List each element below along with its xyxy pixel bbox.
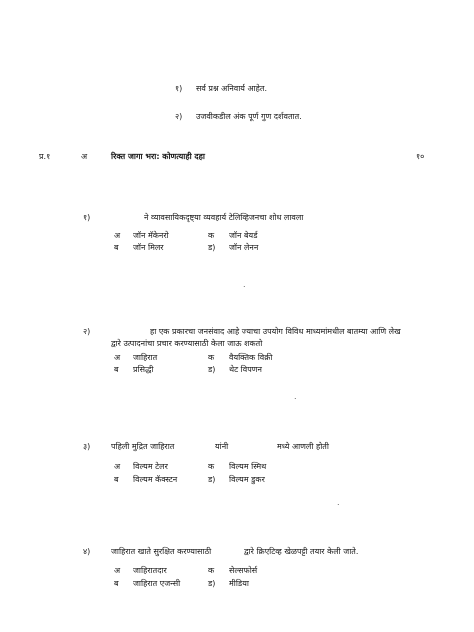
stray-mark: . [294, 392, 297, 401]
instruction-1-number: १) [175, 84, 183, 93]
question-4-text-part-1: जाहिरात खाते सुरक्षित करण्यासाठी [111, 547, 212, 556]
question-1-option-b-letter: ब [114, 243, 119, 252]
question-1-option-a-text: जॉन मॅकेनरो [133, 231, 169, 240]
question-2-text-line-2: द्वारे उत्पादनांचा प्रचार करण्यासाठी केला जाऊ शकतो [111, 339, 263, 348]
section-sub-label: अ [81, 152, 88, 161]
instruction-1-text: सर्व प्रश्न अनिवार्य आहेत. [196, 84, 268, 93]
question-3-option-c-letter: क [208, 462, 215, 471]
section-marks: १० [416, 152, 425, 161]
question-2-option-a-letter: अ [114, 353, 121, 362]
question-4-option-b-text: जाहिरात एजन्सी [133, 579, 181, 588]
stray-mark: . [243, 280, 246, 289]
question-1-option-d-letter: ड) [208, 243, 216, 252]
question-3-option-a-letter: अ [114, 462, 121, 471]
question-3-option-d-text: विल्यम डुकर [229, 475, 265, 484]
question-1-option-a-letter: अ [114, 231, 121, 240]
question-2-option-c-letter: क [208, 353, 215, 362]
question-3-number: ३) [83, 442, 91, 451]
section-title: रिक्त जागा भरा: कोणत्याही दहा [111, 152, 206, 161]
question-3-text-part-1: पहिली मुद्रित जाहिरात [111, 442, 175, 451]
instruction-2-number: २) [175, 112, 183, 121]
question-3-option-b-text: विल्यम कॅक्स्टन [133, 475, 178, 484]
question-3-text-part-3: मध्ये आणली होती [277, 442, 329, 451]
question-4-option-a-letter: अ [114, 566, 121, 575]
question-4-number: ४) [83, 547, 91, 556]
question-3-option-c-text: विल्यम स्मिथ [229, 462, 267, 471]
question-1-option-b-text: जॉन मिलर [133, 243, 164, 252]
question-2-option-a-text: जाहिरात [133, 353, 158, 362]
question-2-text-line-1: हा एक प्रकारचा जनसंवाद आहे ज्याचा उपयोग विविध माध्यमांमधील बातम्या आणि लेख [150, 327, 401, 336]
question-1-number: १) [83, 213, 91, 222]
question-3-option-a-text: विल्यम टेलर [133, 462, 168, 471]
question-2-option-b-letter: ब [114, 365, 119, 374]
question-4-option-c-text: सेल्सफोर्स [229, 566, 258, 575]
section-label: प्र.१ [39, 152, 51, 161]
question-2-option-c-text: वैयक्तिक विक्री [229, 353, 273, 362]
question-1-option-c-text: जॉन बेयर्ड [229, 231, 258, 240]
question-1-option-d-text: जॉन लेनन [229, 243, 259, 252]
question-2-option-d-letter: ड) [208, 365, 216, 374]
question-2-number: २) [83, 327, 91, 336]
question-4-option-d-letter: ड) [208, 579, 216, 588]
question-3-text-part-2: यांनी [215, 442, 229, 451]
question-3-option-d-letter: ड) [208, 475, 216, 484]
stray-mark: . [337, 498, 340, 507]
question-4-option-d-text: मीडिया [229, 579, 249, 588]
question-2-option-b-text: प्रसिद्धी [133, 365, 154, 374]
question-1-text: ने व्यावसायिकदृष्ट्या व्यवहार्य टेलिव्हिजनचा शोध लावला [144, 213, 304, 222]
question-3-option-b-letter: ब [114, 475, 119, 484]
question-1-option-c-letter: क [208, 231, 215, 240]
question-2-option-d-text: थेट विपणन [229, 365, 262, 374]
question-4-option-a-text: जाहिरातदार [133, 566, 167, 575]
question-4-option-c-letter: क [208, 566, 215, 575]
question-4-option-b-letter: ब [114, 579, 119, 588]
question-4-text-part-2: द्वारे क्रिएटिव्ह खेळपट्टी तयार केली जाते. [244, 547, 359, 556]
instruction-2-text: उजवीकडील अंक पूर्ण गुण दर्शवतात. [196, 112, 302, 121]
